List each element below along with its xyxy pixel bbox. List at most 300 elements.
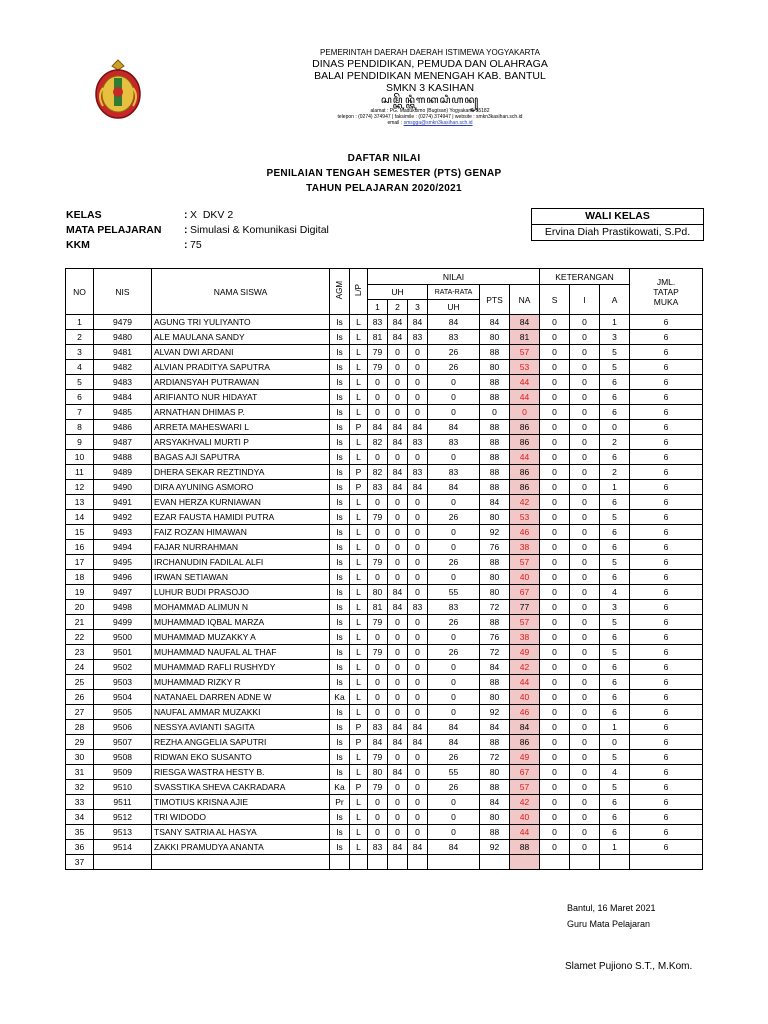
- cell-no: 24: [66, 660, 94, 675]
- cell-no: 14: [66, 510, 94, 525]
- table-row: [66, 855, 703, 870]
- header-uh-3: 3: [408, 300, 428, 315]
- cell-nis: 9481: [94, 345, 152, 360]
- cell-jml: 6: [630, 495, 703, 510]
- cell-uh1: 83: [368, 720, 388, 735]
- header-jml-line2: TATAP: [653, 286, 679, 297]
- cell-lp: P: [350, 720, 368, 735]
- mapel-label: MATA PELAJARAN: [66, 224, 162, 236]
- cell-uh2: 0: [388, 495, 408, 510]
- cell-s: 0: [540, 675, 570, 690]
- cell-s: 0: [540, 645, 570, 660]
- table-row: [66, 375, 703, 390]
- header-rata-rata-uh: UH: [428, 300, 480, 315]
- cell-uh1: 0: [368, 675, 388, 690]
- table-row: [66, 765, 703, 780]
- cell-uh3: 0: [408, 675, 428, 690]
- cell-pts: 84: [480, 720, 510, 735]
- cell-na: 40: [510, 690, 540, 705]
- table-row: [66, 330, 703, 345]
- cell-na: [510, 855, 540, 870]
- cell-a: 5: [600, 645, 630, 660]
- cell-i: 0: [570, 525, 600, 540]
- cell-jml: 6: [630, 615, 703, 630]
- cell-s: 0: [540, 585, 570, 600]
- cell-i: 0: [570, 795, 600, 810]
- cell-no: 9: [66, 435, 94, 450]
- letterhead: [290, 48, 570, 134]
- cell-agm: Is: [330, 810, 350, 825]
- cell-no: 13: [66, 495, 94, 510]
- cell-jml: 6: [630, 570, 703, 585]
- cell-uh3: 0: [408, 390, 428, 405]
- cell-lp: L: [350, 600, 368, 615]
- cell-uh3: 0: [408, 780, 428, 795]
- cell-s: 0: [540, 375, 570, 390]
- cell-na: 44: [510, 390, 540, 405]
- cell-rata: 0: [428, 405, 480, 420]
- cell-agm: [330, 855, 350, 870]
- table-row: [66, 705, 703, 720]
- cell-nis: 9506: [94, 720, 152, 735]
- kelas-label: KELAS: [66, 209, 102, 221]
- cell-pts: 76: [480, 540, 510, 555]
- cell-a: 6: [600, 390, 630, 405]
- table-row: [66, 420, 703, 435]
- cell-agm: Is: [330, 450, 350, 465]
- cell-na: 86: [510, 420, 540, 435]
- cell-lp: L: [350, 375, 368, 390]
- cell-agm: Ka: [330, 690, 350, 705]
- cell-rata: 84: [428, 420, 480, 435]
- cell-uh3: 0: [408, 405, 428, 420]
- signature-name: Slamet Pujiono S.T., M.Kom.: [565, 961, 693, 972]
- cell-jml: 6: [630, 840, 703, 855]
- cell-pts: 80: [480, 330, 510, 345]
- cell-a: 2: [600, 465, 630, 480]
- letterhead-office: BALAI PENDIDIKAN MENENGAH KAB. BANTUL: [314, 70, 546, 82]
- cell-uh1: 83: [368, 480, 388, 495]
- cell-lp: [350, 855, 368, 870]
- cell-nis: 9513: [94, 825, 152, 840]
- school-emblem-logo: [93, 58, 143, 120]
- cell-na: 44: [510, 450, 540, 465]
- cell-nis: 9509: [94, 765, 152, 780]
- cell-s: 0: [540, 345, 570, 360]
- cell-no: 34: [66, 810, 94, 825]
- email-label: email :: [387, 120, 403, 126]
- cell-uh3: 0: [408, 540, 428, 555]
- cell-no: 4: [66, 360, 94, 375]
- cell-pts: 80: [480, 765, 510, 780]
- cell-nama: IRCHANUDIN FADILAL ALFI: [152, 555, 330, 570]
- cell-nama: ARSYAKHVALI MURTI P: [152, 435, 330, 450]
- cell-rata: 55: [428, 765, 480, 780]
- cell-nama: RIDWAN EKO SUSANTO: [152, 750, 330, 765]
- cell-no: 23: [66, 645, 94, 660]
- cell-a: 1: [600, 840, 630, 855]
- cell-no: 8: [66, 420, 94, 435]
- cell-uh2: 0: [388, 660, 408, 675]
- cell-nama: FAIZ ROZAN HIMAWAN: [152, 525, 330, 540]
- cell-rata: 55: [428, 585, 480, 600]
- cell-no: 37: [66, 855, 94, 870]
- cell-nis: 9514: [94, 840, 152, 855]
- cell-na: 86: [510, 480, 540, 495]
- cell-no: 17: [66, 555, 94, 570]
- cell-uh3: 0: [408, 375, 428, 390]
- cell-s: 0: [540, 450, 570, 465]
- cell-pts: 88: [480, 780, 510, 795]
- cell-i: 0: [570, 630, 600, 645]
- cell-uh2: 0: [388, 780, 408, 795]
- cell-uh2: 0: [388, 360, 408, 375]
- cell-jml: 6: [630, 675, 703, 690]
- header-nilai: NILAI: [368, 269, 540, 285]
- cell-nis: 9493: [94, 525, 152, 540]
- cell-nama: NAUFAL AMMAR MUZAKKI: [152, 705, 330, 720]
- cell-na: 67: [510, 585, 540, 600]
- cell-pts: 88: [480, 735, 510, 750]
- cell-uh3: 84: [408, 840, 428, 855]
- cell-nis: 9479: [94, 315, 152, 330]
- cell-pts: 88: [480, 375, 510, 390]
- cell-s: 0: [540, 390, 570, 405]
- cell-uh1: 0: [368, 375, 388, 390]
- cell-nama: NESSYA AVIANTI SAGITA: [152, 720, 330, 735]
- cell-uh2: 84: [388, 600, 408, 615]
- cell-s: 0: [540, 570, 570, 585]
- cell-nis: 9512: [94, 810, 152, 825]
- cell-a: 1: [600, 720, 630, 735]
- cell-i: 0: [570, 345, 600, 360]
- cell-s: 0: [540, 600, 570, 615]
- cell-no: 5: [66, 375, 94, 390]
- cell-uh3: 0: [408, 690, 428, 705]
- cell-i: 0: [570, 555, 600, 570]
- cell-a: 4: [600, 585, 630, 600]
- cell-uh1: 0: [368, 390, 388, 405]
- kkm-label: KKM: [66, 239, 90, 251]
- cell-nis: 9484: [94, 390, 152, 405]
- cell-uh1: 79: [368, 645, 388, 660]
- kelas-colon: :: [184, 209, 188, 221]
- cell-i: 0: [570, 450, 600, 465]
- letterhead-department: DINAS PENDIDIKAN, PEMUDA DAN OLAHRAGA: [312, 58, 548, 70]
- cell-nama: MUHAMMAD RIZKY R: [152, 675, 330, 690]
- cell-uh2: 0: [388, 525, 408, 540]
- cell-uh2: 0: [388, 375, 408, 390]
- cell-nis: 9485: [94, 405, 152, 420]
- mapel-colon: :: [184, 224, 188, 236]
- cell-nis: 9500: [94, 630, 152, 645]
- table-row: [66, 615, 703, 630]
- table-row: [66, 435, 703, 450]
- cell-na: 77: [510, 600, 540, 615]
- table-row: [66, 465, 703, 480]
- cell-uh2: 0: [388, 450, 408, 465]
- cell-na: 53: [510, 510, 540, 525]
- cell-uh1: 0: [368, 495, 388, 510]
- cell-lp: L: [350, 810, 368, 825]
- cell-na: 53: [510, 360, 540, 375]
- cell-uh2: 84: [388, 480, 408, 495]
- cell-a: 5: [600, 615, 630, 630]
- cell-pts: 0: [480, 405, 510, 420]
- table-row: [66, 450, 703, 465]
- cell-i: 0: [570, 780, 600, 795]
- cell-i: 0: [570, 405, 600, 420]
- header-nis: NIS: [94, 269, 152, 315]
- cell-agm: Is: [330, 495, 350, 510]
- letterhead-email-line: [290, 120, 570, 126]
- cell-no: 31: [66, 765, 94, 780]
- cell-rata: 26: [428, 780, 480, 795]
- cell-uh2: 84: [388, 585, 408, 600]
- cell-s: 0: [540, 690, 570, 705]
- cell-nama: ARRETA MAHESWARI L: [152, 420, 330, 435]
- cell-a: 6: [600, 540, 630, 555]
- cell-na: 42: [510, 795, 540, 810]
- cell-s: 0: [540, 765, 570, 780]
- cell-rata: 0: [428, 810, 480, 825]
- cell-uh1: 0: [368, 405, 388, 420]
- cell-uh3: 0: [408, 345, 428, 360]
- cell-nama: RIESGA WASTRA HESTY B.: [152, 765, 330, 780]
- cell-pts: 88: [480, 480, 510, 495]
- cell-uh1: 82: [368, 435, 388, 450]
- cell-agm: Is: [330, 480, 350, 495]
- cell-uh2: 84: [388, 720, 408, 735]
- cell-na: 42: [510, 660, 540, 675]
- cell-uh3: 84: [408, 720, 428, 735]
- cell-no: 18: [66, 570, 94, 585]
- cell-agm: Is: [330, 570, 350, 585]
- table-row: [66, 360, 703, 375]
- cell-uh3: 0: [408, 585, 428, 600]
- cell-no: 12: [66, 480, 94, 495]
- header-no: NO: [66, 269, 94, 315]
- cell-agm: Is: [330, 660, 350, 675]
- cell-pts: 92: [480, 840, 510, 855]
- cell-uh3: 0: [408, 810, 428, 825]
- title-line-1: DAFTAR NILAI: [347, 153, 421, 164]
- cell-uh1: 0: [368, 795, 388, 810]
- cell-pts: 88: [480, 435, 510, 450]
- cell-a: 1: [600, 480, 630, 495]
- cell-agm: Is: [330, 615, 350, 630]
- cell-nama: ARDIANSYAH PUTRAWAN: [152, 375, 330, 390]
- cell-uh2: 84: [388, 330, 408, 345]
- cell-nama: NATANAEL DARREN ADNE W: [152, 690, 330, 705]
- cell-nama: TIMOTIUS KRISNA AJIE: [152, 795, 330, 810]
- cell-nis: 9508: [94, 750, 152, 765]
- cell-no: 20: [66, 600, 94, 615]
- cell-rata: 0: [428, 630, 480, 645]
- cell-no: 3: [66, 345, 94, 360]
- cell-nis: 9494: [94, 540, 152, 555]
- cell-uh3: [408, 855, 428, 870]
- cell-a: 6: [600, 825, 630, 840]
- cell-na: 44: [510, 825, 540, 840]
- header-jml-line3: MUKA: [653, 296, 679, 307]
- header-pts: PTS: [480, 285, 510, 315]
- cell-uh1: 0: [368, 630, 388, 645]
- cell-agm: Is: [330, 585, 350, 600]
- cell-uh3: 0: [408, 645, 428, 660]
- cell-jml: 6: [630, 555, 703, 570]
- cell-lp: L: [350, 840, 368, 855]
- cell-uh3: 83: [408, 330, 428, 345]
- cell-a: 6: [600, 705, 630, 720]
- cell-na: 49: [510, 750, 540, 765]
- cell-s: 0: [540, 540, 570, 555]
- cell-uh1: 83: [368, 315, 388, 330]
- cell-a: 6: [600, 630, 630, 645]
- table-row: [66, 735, 703, 750]
- cell-jml: 6: [630, 600, 703, 615]
- cell-nis: 9497: [94, 585, 152, 600]
- header-na: NA: [510, 285, 540, 315]
- cell-no: 36: [66, 840, 94, 855]
- cell-i: 0: [570, 600, 600, 615]
- table-row: [66, 600, 703, 615]
- cell-pts: 92: [480, 525, 510, 540]
- cell-a: 6: [600, 660, 630, 675]
- cell-s: [540, 855, 570, 870]
- cell-s: 0: [540, 795, 570, 810]
- cell-nama: MUHAMMAD NAUFAL AL THAF: [152, 645, 330, 660]
- table-row: [66, 630, 703, 645]
- cell-jml: 6: [630, 780, 703, 795]
- cell-agm: Is: [330, 600, 350, 615]
- letterhead-javanese-script: ꦱꦩ꧀ꦏꦼꦤ꧀ꦠꦶꦒꦏꦱꦶꦲꦤ꧀: [380, 95, 480, 106]
- cell-rata: 84: [428, 315, 480, 330]
- cell-lp: L: [350, 750, 368, 765]
- table-row: [66, 645, 703, 660]
- cell-uh3: 0: [408, 555, 428, 570]
- cell-s: 0: [540, 705, 570, 720]
- cell-jml: 6: [630, 465, 703, 480]
- cell-s: 0: [540, 840, 570, 855]
- cell-uh1: 0: [368, 660, 388, 675]
- cell-na: 38: [510, 540, 540, 555]
- cell-no: 22: [66, 630, 94, 645]
- cell-s: 0: [540, 405, 570, 420]
- cell-no: 21: [66, 615, 94, 630]
- cell-rata: 26: [428, 555, 480, 570]
- cell-pts: 88: [480, 615, 510, 630]
- cell-na: 57: [510, 555, 540, 570]
- cell-i: 0: [570, 540, 600, 555]
- cell-s: 0: [540, 525, 570, 540]
- cell-uh2: 0: [388, 675, 408, 690]
- cell-a: [600, 855, 630, 870]
- cell-lp: L: [350, 405, 368, 420]
- table-row: [66, 825, 703, 840]
- cell-uh3: 0: [408, 630, 428, 645]
- letterhead-contact: telepon : (0274) 374947 | faksimile : (0274) 374947 | website : smkn3kasihan.sch.id: [337, 114, 523, 120]
- cell-nis: 9501: [94, 645, 152, 660]
- cell-nama: ALVAN DWI ARDANI: [152, 345, 330, 360]
- cell-rata: 0: [428, 690, 480, 705]
- cell-lp: L: [350, 675, 368, 690]
- cell-nis: [94, 855, 152, 870]
- email-link[interactable]: smsgga@smkn3kasihan.sch.id: [403, 120, 473, 126]
- cell-i: 0: [570, 360, 600, 375]
- cell-lp: L: [350, 660, 368, 675]
- table-row: [66, 780, 703, 795]
- cell-uh1: 79: [368, 555, 388, 570]
- cell-a: 2: [600, 435, 630, 450]
- cell-a: 5: [600, 510, 630, 525]
- cell-jml: 6: [630, 645, 703, 660]
- cell-s: 0: [540, 720, 570, 735]
- cell-agm: Is: [330, 720, 350, 735]
- cell-lp: L: [350, 540, 368, 555]
- cell-uh3: 83: [408, 465, 428, 480]
- cell-agm: Is: [330, 360, 350, 375]
- cell-agm: Is: [330, 405, 350, 420]
- cell-agm: Is: [330, 765, 350, 780]
- cell-lp: L: [350, 645, 368, 660]
- cell-s: 0: [540, 660, 570, 675]
- cell-no: 27: [66, 705, 94, 720]
- cell-lp: L: [350, 315, 368, 330]
- cell-pts: 88: [480, 555, 510, 570]
- signature-role: Guru Mata Pelajaran: [567, 919, 651, 929]
- cell-nis: 9480: [94, 330, 152, 345]
- cell-nis: 9507: [94, 735, 152, 750]
- cell-a: 3: [600, 600, 630, 615]
- table-row: [66, 675, 703, 690]
- grades-body: [66, 315, 703, 870]
- cell-uh3: 84: [408, 420, 428, 435]
- cell-na: 40: [510, 810, 540, 825]
- cell-pts: 80: [480, 570, 510, 585]
- cell-nis: 9503: [94, 675, 152, 690]
- cell-s: 0: [540, 330, 570, 345]
- homeroom-name: Ervina Diah Prastikowati, S.Pd.: [544, 226, 691, 238]
- cell-lp: L: [350, 360, 368, 375]
- cell-agm: Pr: [330, 795, 350, 810]
- cell-uh1: 0: [368, 825, 388, 840]
- cell-no: 19: [66, 585, 94, 600]
- cell-agm: Is: [330, 345, 350, 360]
- cell-rata: 83: [428, 600, 480, 615]
- cell-jml: 6: [630, 360, 703, 375]
- cell-uh2: 0: [388, 570, 408, 585]
- cell-na: 84: [510, 720, 540, 735]
- cell-uh1: 79: [368, 510, 388, 525]
- cell-agm: Is: [330, 750, 350, 765]
- cell-i: 0: [570, 420, 600, 435]
- cell-uh1: 0: [368, 690, 388, 705]
- cell-uh2: 0: [388, 630, 408, 645]
- cell-no: 16: [66, 540, 94, 555]
- cell-i: 0: [570, 660, 600, 675]
- cell-uh1: 0: [368, 525, 388, 540]
- cell-nama: FAJAR NURRAHMAN: [152, 540, 330, 555]
- cell-rata: 26: [428, 360, 480, 375]
- table-row: [66, 480, 703, 495]
- cell-uh1: 0: [368, 810, 388, 825]
- cell-pts: [480, 855, 510, 870]
- cell-a: 5: [600, 750, 630, 765]
- kkm-value: 75: [190, 239, 202, 251]
- cell-uh3: 0: [408, 615, 428, 630]
- cell-no: 6: [66, 390, 94, 405]
